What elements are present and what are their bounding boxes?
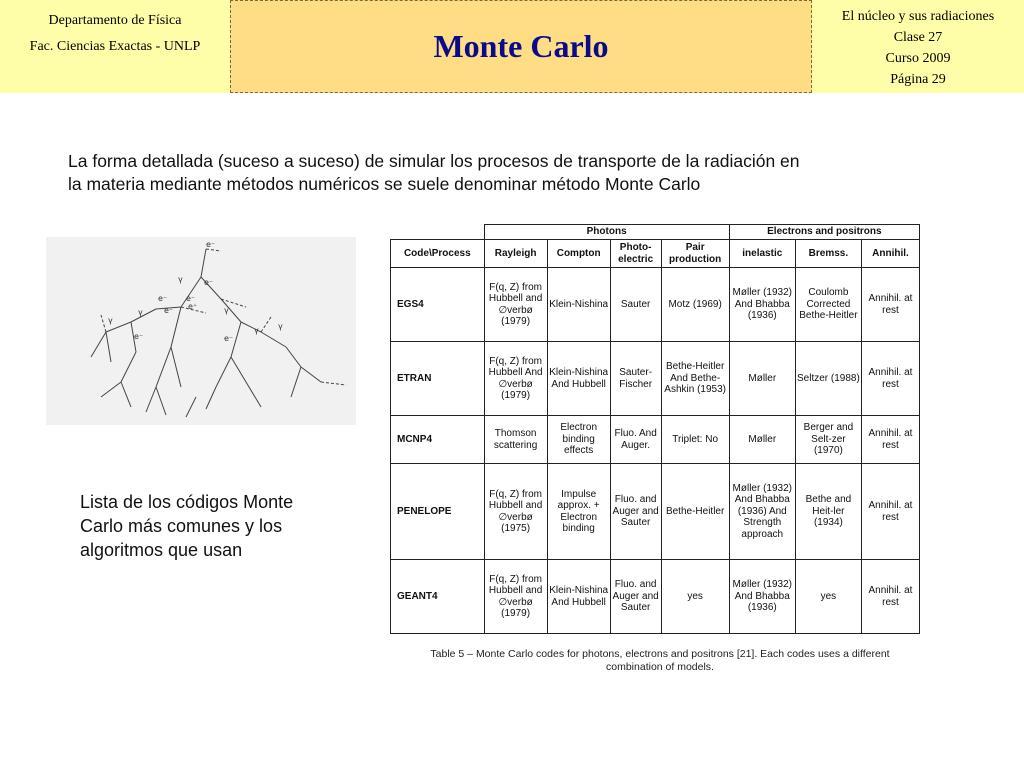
tree-label: γ xyxy=(224,306,229,315)
intro-line-1: La forma detallada (suceso a suceso) de simular los procesos de transporte de la radiación en xyxy=(68,151,800,171)
table-cell: Møller xyxy=(729,342,795,416)
table-row xyxy=(391,416,920,464)
table-cell: Bethe-Heitler xyxy=(661,464,729,560)
tree-label: e⁻ xyxy=(206,240,216,249)
table-cell: Seltzer (1988) xyxy=(795,342,861,416)
slide-title: Monte Carlo xyxy=(433,28,609,64)
table-cell: Annihil. at rest xyxy=(861,268,919,342)
table-cell: Bethe and Heit-ler (1934) xyxy=(795,464,861,560)
table-cell: Møller (1932) And Bhabba (1936) xyxy=(729,560,795,634)
monte-carlo-codes-table xyxy=(390,224,920,634)
column-header: Compton xyxy=(547,240,610,268)
caption-line-2: Carlo más comunes y los xyxy=(80,516,283,536)
table-cell: Annihil. at rest xyxy=(861,342,919,416)
codes-list-caption xyxy=(80,490,340,562)
table-cell: Annihil. at rest xyxy=(861,560,919,634)
electrons-group-header: Electrons and positrons xyxy=(729,225,919,240)
table-cell: Impulse approx. + Electron binding xyxy=(547,464,610,560)
table-row xyxy=(391,268,920,342)
tree-label: e⁻ xyxy=(134,332,144,341)
column-header: Annihil. xyxy=(861,240,919,268)
table-cell: F(q, Z) from Hubbell and ∅verbø (1975) xyxy=(484,464,547,560)
table-cell: Berger and Selt-zer (1970) xyxy=(795,416,861,464)
tree-label: γ xyxy=(178,275,183,284)
table-corner-cell xyxy=(391,225,485,240)
code-name-cell: PENELOPE xyxy=(391,464,485,560)
column-header: Code\Process xyxy=(391,240,485,268)
tree-label: γ xyxy=(138,308,143,317)
intro-line-2: la materia mediante métodos numéricos se suele denominar método Monte Carlo xyxy=(68,174,701,194)
table-row xyxy=(391,560,920,634)
table-cell: Klein-Nishina xyxy=(547,268,610,342)
tree-label: e⁻ xyxy=(204,278,214,287)
table-cell: Thomson scattering xyxy=(484,416,547,464)
particle-shower-diagram xyxy=(46,237,356,425)
tree-label: γ xyxy=(254,326,259,335)
table-cell: Annihil. at rest xyxy=(861,464,919,560)
table-caption-line-1: Table 5 – Monte Carlo codes for photons, electrons and positrons [21]. Each codes uses a different xyxy=(430,648,890,660)
table-cell: Møller xyxy=(729,416,795,464)
column-header: Rayleigh xyxy=(484,240,547,268)
table-cell: Triplet: No xyxy=(661,416,729,464)
header-right-panel xyxy=(812,0,1024,93)
table-row xyxy=(391,464,920,560)
caption-line-3: algoritmos que usan xyxy=(80,540,243,560)
column-header: inelastic xyxy=(729,240,795,268)
tree-label: γ xyxy=(108,316,113,325)
department-name: Departamento de Física xyxy=(48,13,182,28)
tree-label: e⁻ xyxy=(224,334,234,343)
table-cell: Klein-Nishina And Hubbell xyxy=(547,342,610,416)
table-caption xyxy=(400,648,920,674)
class-number: Clase 27 xyxy=(893,30,943,45)
column-header: Photo-electric xyxy=(610,240,661,268)
course-name: El núcleo y sus radiaciones xyxy=(841,9,995,24)
table-cell: F(q, Z) from Hubbell and ∅verbø (1979) xyxy=(484,560,547,634)
table-cell: Bethe-Heitler And Bethe-Ashkin (1953) xyxy=(661,342,729,416)
course-year: Curso 2009 xyxy=(885,51,951,66)
page-number: Página 29 xyxy=(890,72,946,87)
table-cell: F(q, Z) from Hubbell And ∅verbø (1979) xyxy=(484,342,547,416)
column-header: Pair production xyxy=(661,240,729,268)
table-cell: Motz (1969) xyxy=(661,268,729,342)
table-cell: yes xyxy=(661,560,729,634)
faculty-name: Fac. Ciencias Exactas - UNLP xyxy=(29,39,201,54)
table-cell: yes xyxy=(795,560,861,634)
table-cell: Sauter xyxy=(610,268,661,342)
code-name-cell: EGS4 xyxy=(391,268,485,342)
code-name-cell: GEANT4 xyxy=(391,560,485,634)
table-cell: Møller (1932) And Bhabba (1936) And Strength approach xyxy=(729,464,795,560)
table-cell: Sauter-Fischer xyxy=(610,342,661,416)
table-cell: F(q, Z) from Hubbell and ∅verbø (1979) xyxy=(484,268,547,342)
code-name-cell: ETRAN xyxy=(391,342,485,416)
intro-paragraph xyxy=(68,150,948,196)
table-cell: Klein-Nishina And Hubbell xyxy=(547,560,610,634)
table-group-header-row xyxy=(391,225,920,240)
header-left-panel xyxy=(0,0,230,93)
table-cell: Fluo. and Auger and Sauter xyxy=(610,464,661,560)
tree-label: e⁻ xyxy=(158,294,168,303)
table-row xyxy=(391,342,920,416)
table-cell: Fluo. And Auger. xyxy=(610,416,661,464)
tree-label: e⁺ xyxy=(188,302,198,311)
tree-label: e⁻ xyxy=(186,294,196,303)
photons-group-header: Photons xyxy=(484,225,729,240)
table-cell: Coulomb Corrected Bethe-Heitler xyxy=(795,268,861,342)
table-cell: Fluo. and Auger and Sauter xyxy=(610,560,661,634)
column-header: Bremss. xyxy=(795,240,861,268)
table-header-row xyxy=(391,240,920,268)
code-name-cell: MCNP4 xyxy=(391,416,485,464)
shower-tree-svg xyxy=(46,237,356,425)
caption-line-1: Lista de los códigos Monte xyxy=(80,492,294,512)
table-cell: Annihil. at rest xyxy=(861,416,919,464)
table-cell: Electron binding effects xyxy=(547,416,610,464)
table-cell: Møller (1932) And Bhabba (1936) xyxy=(729,268,795,342)
tree-label: γ xyxy=(278,322,283,331)
header-title-panel xyxy=(230,0,812,93)
table-caption-line-2: combination of models. xyxy=(606,661,714,673)
tree-label: e⁻ xyxy=(164,306,174,315)
